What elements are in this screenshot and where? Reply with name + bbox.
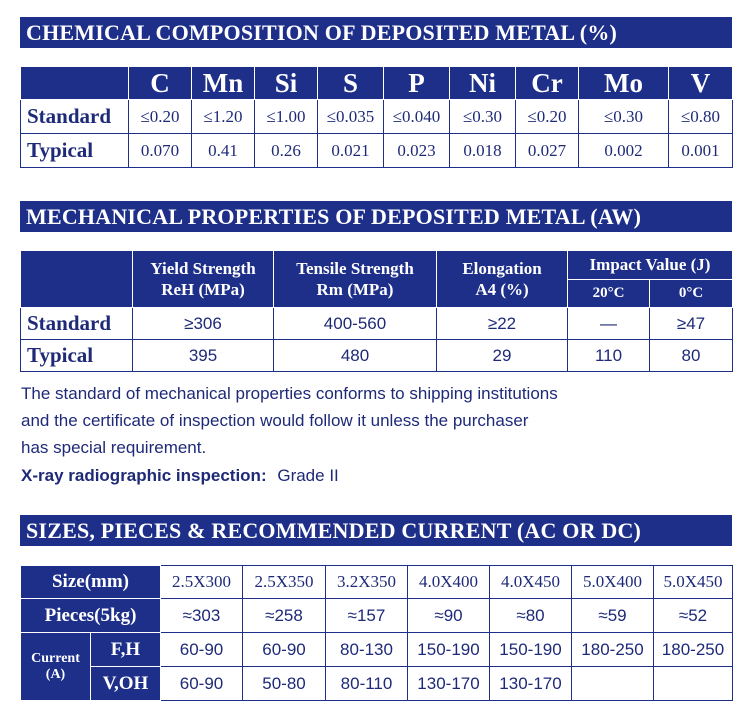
table-cell: 0.002 xyxy=(579,134,669,168)
table-cell: ≈59 xyxy=(572,599,654,633)
voh-label: V,OH xyxy=(91,667,161,701)
mech-table xyxy=(20,250,733,372)
table-row xyxy=(21,134,733,168)
size-label: Size(mm) xyxy=(21,566,161,599)
table-cell: 2.5X350 xyxy=(243,566,326,599)
current-label-unit: (A) xyxy=(45,666,66,682)
table-row xyxy=(21,340,733,372)
table-cell: ≤0.30 xyxy=(579,100,669,134)
yield-strength-label: Yield Strength xyxy=(150,259,256,278)
table-cell: ≤0.20 xyxy=(129,100,192,134)
table-cell: 480 xyxy=(274,340,437,372)
table-cell: 4.0X400 xyxy=(408,566,490,599)
table-cell: 0.023 xyxy=(384,134,450,168)
table-cell: 2.5X300 xyxy=(161,566,243,599)
table-cell: 5.0X450 xyxy=(654,566,733,599)
fh-label: F,H xyxy=(91,633,161,667)
table-cell: 80 xyxy=(650,340,733,372)
row-label: Standard xyxy=(21,100,129,134)
mech-header-row xyxy=(21,251,733,280)
table-cell: ≥306 xyxy=(133,308,274,340)
current-label xyxy=(21,633,91,701)
table-cell: — xyxy=(568,308,650,340)
temp-0c-header: 0°C xyxy=(650,280,733,308)
note-line-2: and the certificate of inspection would follow it unless the purchaser xyxy=(21,411,529,430)
table-cell: 0.018 xyxy=(450,134,516,168)
table-cell: 5.0X400 xyxy=(572,566,654,599)
tensile-strength-label: Tensile Strength xyxy=(296,259,414,278)
sizes-table xyxy=(20,565,733,701)
table-cell: 400-560 xyxy=(274,308,437,340)
note-line-1: The standard of mechanical properties conforms to shipping institutions xyxy=(21,384,558,403)
row-label: Typical xyxy=(21,340,133,372)
table-cell: 3.2X350 xyxy=(326,566,408,599)
element-header: Mn xyxy=(192,67,255,100)
elongation-label: Elongation xyxy=(462,259,542,278)
yield-strength-header xyxy=(133,251,274,308)
table-cell: 180-250 xyxy=(654,633,733,667)
table-cell: 60-90 xyxy=(161,633,243,667)
table-cell: 150-190 xyxy=(490,633,572,667)
table-cell xyxy=(572,667,654,701)
table-cell: 80-110 xyxy=(326,667,408,701)
table-cell: ≈80 xyxy=(490,599,572,633)
element-header: S xyxy=(318,67,384,100)
table-cell: 130-170 xyxy=(408,667,490,701)
note-line-3: has special requirement. xyxy=(21,438,207,457)
xray-label: X-ray radiographic inspection: xyxy=(21,466,267,485)
table-cell: 60-90 xyxy=(161,667,243,701)
table-cell: 60-90 xyxy=(243,633,326,667)
size-row xyxy=(21,566,733,599)
row-label: Standard xyxy=(21,308,133,340)
mech-corner-cell xyxy=(21,251,133,308)
table-cell: 80-130 xyxy=(326,633,408,667)
pieces-label: Pieces(5kg) xyxy=(21,599,161,633)
table-cell: 29 xyxy=(437,340,568,372)
table-cell: 0.021 xyxy=(318,134,384,168)
table-cell: ≤0.30 xyxy=(450,100,516,134)
temp-20c-header: 20°C xyxy=(568,280,650,308)
chem-header-row xyxy=(21,67,733,100)
table-cell: 0.26 xyxy=(255,134,318,168)
chem-table xyxy=(20,66,733,168)
table-cell: ≤1.00 xyxy=(255,100,318,134)
impact-value-header: Impact Value (J) xyxy=(568,251,733,280)
table-row xyxy=(21,100,733,134)
element-header: Si xyxy=(255,67,318,100)
table-cell: 0.41 xyxy=(192,134,255,168)
table-cell: ≥22 xyxy=(437,308,568,340)
table-cell: ≤1.20 xyxy=(192,100,255,134)
table-cell: ≤0.20 xyxy=(516,100,579,134)
table-cell: 4.0X450 xyxy=(490,566,572,599)
table-cell: 0.027 xyxy=(516,134,579,168)
element-header: Ni xyxy=(450,67,516,100)
table-cell: ≈52 xyxy=(654,599,733,633)
table-cell: 110 xyxy=(568,340,650,372)
elongation-unit: A4 (%) xyxy=(475,280,529,299)
current-voh-row xyxy=(21,667,733,701)
table-cell: ≥47 xyxy=(650,308,733,340)
xray-value: Grade II xyxy=(277,466,339,485)
element-header: P xyxy=(384,67,450,100)
element-header: V xyxy=(669,67,733,100)
table-cell: ≤0.80 xyxy=(669,100,733,134)
table-cell: ≈90 xyxy=(408,599,490,633)
current-label-text: Current xyxy=(31,650,80,666)
row-label: Typical xyxy=(21,134,129,168)
element-header: Cr xyxy=(516,67,579,100)
table-cell: 180-250 xyxy=(572,633,654,667)
pieces-row xyxy=(21,599,733,633)
yield-strength-unit: ReH (MPa) xyxy=(161,280,245,299)
table-row xyxy=(21,308,733,340)
table-cell: 395 xyxy=(133,340,274,372)
chem-corner-cell xyxy=(21,67,129,100)
table-cell xyxy=(654,667,733,701)
element-header: C xyxy=(129,67,192,100)
mech-section-title: MECHANICAL PROPERTIES OF DEPOSITED METAL (AW) xyxy=(20,201,732,232)
table-cell: ≈258 xyxy=(243,599,326,633)
element-header: Mo xyxy=(579,67,669,100)
table-cell: ≈303 xyxy=(161,599,243,633)
table-cell: ≈157 xyxy=(326,599,408,633)
elongation-header xyxy=(437,251,568,308)
table-cell: 50-80 xyxy=(243,667,326,701)
xray-inspection-line xyxy=(21,466,339,486)
chem-section-title: CHEMICAL COMPOSITION OF DEPOSITED METAL (%) xyxy=(20,17,732,48)
table-cell: 150-190 xyxy=(408,633,490,667)
table-cell: ≤0.040 xyxy=(384,100,450,134)
table-cell: 0.070 xyxy=(129,134,192,168)
current-fh-row xyxy=(21,633,733,667)
table-cell: 130-170 xyxy=(490,667,572,701)
tensile-strength-unit: Rm (MPa) xyxy=(316,280,394,299)
table-cell: ≤0.035 xyxy=(318,100,384,134)
table-cell: 0.001 xyxy=(669,134,733,168)
tensile-strength-header xyxy=(274,251,437,308)
sizes-section-title: SIZES, PIECES & RECOMMENDED CURRENT (AC OR DC) xyxy=(20,515,732,546)
